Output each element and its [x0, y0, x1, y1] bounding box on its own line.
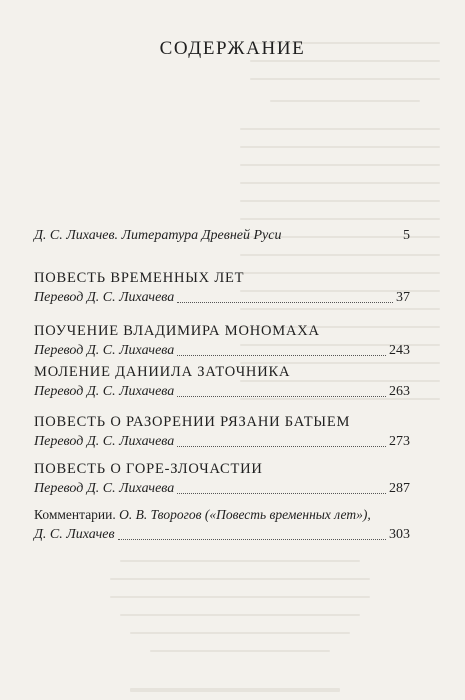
toc-entry-commentary	[34, 505, 410, 545]
entry-heading: ПОВЕСТЬ О ГОРЕ-ЗЛОЧАСТИИ	[34, 461, 263, 477]
entry-heading: ПОВЕСТЬ О РАЗОРЕНИИ РЯЗАНИ БАТЫЕМ	[34, 414, 351, 430]
commentary-line-1	[34, 505, 410, 525]
leader-dots	[177, 445, 386, 447]
entry-heading: ПОУЧЕНИЕ ВЛАДИМИРА МОНОМАХА	[34, 323, 320, 339]
toc-row	[34, 479, 410, 499]
page-number: 243	[389, 343, 410, 358]
entry-text: Перевод Д. С. Лихачева	[34, 434, 175, 449]
toc-row	[34, 288, 410, 308]
page-number: 263	[389, 384, 410, 399]
commentary-label: Комментарии.	[34, 507, 116, 522]
leader-dots	[177, 395, 386, 397]
entry-author: Д. С. Лихачев.	[34, 228, 119, 243]
leader-dots	[177, 301, 393, 303]
leader-dots	[177, 354, 386, 356]
toc-row	[34, 525, 410, 545]
page-number: 303	[389, 527, 410, 542]
toc-row	[34, 226, 410, 246]
entry-text: Перевод Д. С. Лихачева	[34, 343, 175, 358]
page-number: 37	[396, 290, 410, 305]
page-title: СОДЕРЖАНИЕ	[159, 38, 306, 59]
toc-entry	[34, 268, 410, 308]
entry-text: Перевод Д. С. Лихачева	[34, 290, 175, 305]
page-number: 5	[403, 228, 410, 243]
commentary-author-2: Д. С. Лихачев	[34, 527, 115, 542]
toc-entry	[34, 362, 410, 402]
toc-row	[34, 382, 410, 402]
entry-text: Перевод Д. С. Лихачева	[34, 481, 175, 496]
entry-text: Перевод Д. С. Лихачева	[34, 384, 175, 399]
toc-row	[34, 341, 410, 361]
entry-heading: ПОВЕСТЬ ВРЕМЕННЫХ ЛЕТ	[34, 270, 245, 286]
leader-dots	[177, 492, 386, 494]
toc-entry-intro	[34, 226, 410, 246]
page-number: 287	[389, 481, 410, 496]
entry-heading: МОЛЕНИЕ ДАНИИЛА ЗАТОЧНИКА	[34, 364, 291, 380]
commentary-author-1: О. В. Творогов («Повесть временных лет»),	[119, 507, 371, 522]
page-number: 273	[389, 434, 410, 449]
leader-dots	[118, 538, 386, 540]
entry-text: Литература Древней Руси	[121, 228, 282, 243]
toc-entry	[34, 459, 410, 499]
toc-entry	[34, 412, 410, 452]
toc-row	[34, 432, 410, 452]
toc-entry	[34, 321, 410, 361]
